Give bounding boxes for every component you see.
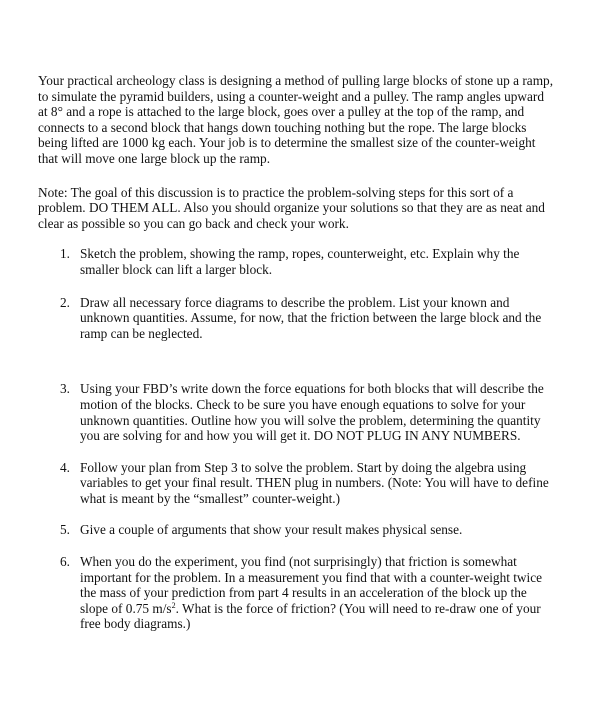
step-text — [80, 554, 542, 631]
step-text: Using your FBD’s write down the force equations for both blocks that will describe the motion of the blocks. Check to be sure you have enough equations to solve for your unknown quantities. Outline how you will solve the problem, determining the quantity you are solving for and how you will get it. DO NOT PLUG IN ANY NUMBERS. — [80, 381, 544, 444]
note-paragraph: Note: The goal of this discussion is to practice the problem-solving steps for this sort of a problem. DO THEM ALL. Also you should organize your solutions so that they are as neat and clear as possible so you can go back and check your work. — [38, 184, 545, 231]
step-number: 2. — [60, 294, 70, 310]
step-text: Draw all necessary force diagrams to describe the problem. List your known and unknown quantities. Assume, for now, that the friction between the large block and the ramp can be neglected. — [80, 294, 542, 341]
step-number: 3. — [60, 381, 70, 397]
step-1 — [38, 246, 556, 277]
step-3 — [38, 381, 556, 443]
step-number: 1. — [60, 246, 70, 262]
step-number: 5. — [60, 522, 70, 538]
step-4 — [38, 460, 556, 507]
step-text: Give a couple of arguments that show your result makes physical sense. — [80, 522, 463, 538]
step-6 — [38, 554, 556, 632]
squared-superscript: 2 — [171, 600, 176, 610]
intro-paragraph: Your practical archeology class is designing a method of pulling large blocks of stone up a ramp, to simulate the pyramid builders, using a counter-weight and a pulley. The ramp angles upward at 8° and a rope is attached to the large block, goes over a pulley at the top of the ramp, and connects to a second block that hangs down touching nothing but the rope. The large blocks being lifted are 1000 kg each. Your job is to determine the smallest size of the counter-weight that will move one large block up the ramp. — [38, 73, 554, 166]
step-number: 6. — [60, 554, 70, 570]
step-text: Sketch the problem, showing the ramp, ropes, counterweight, etc. Explain why the smaller block can lift a larger block. — [80, 246, 520, 277]
assignment-document — [38, 73, 556, 632]
step-5 — [38, 522, 556, 538]
step-2 — [38, 295, 556, 342]
step-text-before: When you do the experiment, you find (not surprisingly) that friction is somewhat important for the problem. In a measurement you find that with a counter-weight twice the mass of your prediction from part 4 results in an acceleration of the block up the slope of 0.75 m/s — [80, 554, 543, 616]
step-number: 4. — [60, 459, 70, 475]
step-text-after: . What is the force of friction? (You will need to re-draw one of your free body diagrams.) — [80, 600, 541, 632]
steps-list — [38, 246, 556, 632]
step-text: Follow your plan from Step 3 to solve the problem. Start by doing the algebra using variables to get your final result. THEN plug in numbers. (Note: You will have to define what is meant by the “smallest” counter-weight.) — [80, 459, 549, 506]
